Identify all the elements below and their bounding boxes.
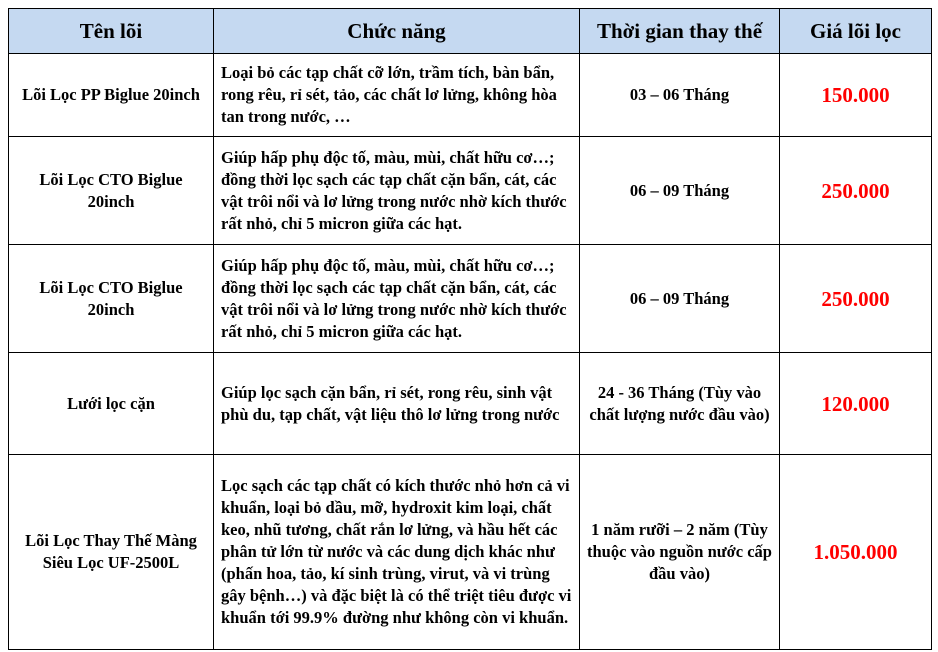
cell-replacement-time: 1 năm rưỡi – 2 năm (Tùy thuộc vào nguồn nước cấp đầu vào) [580, 455, 780, 650]
table-row [9, 353, 932, 455]
filter-price-table [8, 8, 932, 650]
cell-filter-name: Lõi Lọc Thay Thế Màng Siêu Lọc UF-2500L [9, 455, 214, 650]
cell-replacement-time: 24 - 36 Tháng (Tùy vào chất lượng nước đầu vào) [580, 353, 780, 455]
cell-replacement-time: 06 – 09 Tháng [580, 137, 780, 245]
cell-filter-name: Lõi Lọc CTO Biglue 20inch [9, 137, 214, 245]
cell-filter-name: Lõi Lọc CTO Biglue 20inch [9, 245, 214, 353]
table-row [9, 137, 932, 245]
cell-filter-name: Lõi Lọc PP Biglue 20inch [9, 54, 214, 137]
header-replacement-time: Thời gian thay thế [580, 9, 780, 54]
table-row [9, 245, 932, 353]
cell-price: 150.000 [780, 54, 932, 137]
table-row [9, 54, 932, 137]
cell-replacement-time: 03 – 06 Tháng [580, 54, 780, 137]
cell-function: Giúp hấp phụ độc tố, màu, mùi, chất hữu cơ…; đồng thời lọc sạch các tạp chất cặn bẩn, cát, các vật trôi nổi và lơ lửng trong nước nhờ kích thước rất nhỏ, chỉ 5 micron giữa các hạt. [214, 245, 580, 353]
cell-price: 1.050.000 [780, 455, 932, 650]
table-row [9, 455, 932, 650]
cell-price: 250.000 [780, 245, 932, 353]
cell-price: 250.000 [780, 137, 932, 245]
cell-filter-name: Lưới lọc cặn [9, 353, 214, 455]
cell-function: Loại bỏ các tạp chất cỡ lớn, trầm tích, bàn bẩn, rong rêu, rỉ sét, tảo, các chất lơ lửng, không hòa tan trong nước, … [214, 54, 580, 137]
header-name: Tên lõi [9, 9, 214, 54]
cell-replacement-time: 06 – 09 Tháng [580, 245, 780, 353]
header-price: Giá lõi lọc [780, 9, 932, 54]
cell-function: Giúp lọc sạch cặn bẩn, rỉ sét, rong rêu, sinh vật phù du, tạp chất, vật liệu thô lơ lửng trong nước [214, 353, 580, 455]
table-header-row [9, 9, 932, 54]
header-function: Chức năng [214, 9, 580, 54]
cell-function: Lọc sạch các tạp chất có kích thước nhỏ hơn cả vi khuẩn, loại bỏ dầu, mỡ, hydroxit kim loại, chất keo, nhũ tương, chất rắn lơ lửng, và hầu hết các phân tử lớn từ nước và các dung dịch khác như (phấn hoa, tảo, kí sinh trùng, virut, và vi trùng gây bệnh…) và đặc biệt là có thể triệt tiêu được vi khuẩn tới 99.9% đường như không còn vi khuẩn. [214, 455, 580, 650]
cell-price: 120.000 [780, 353, 932, 455]
cell-function: Giúp hấp phụ độc tố, màu, mùi, chất hữu cơ…; đồng thời lọc sạch các tạp chất cặn bẩn, cát, các vật trôi nổi và lơ lửng trong nước nhờ kích thước rất nhỏ, chỉ 5 micron giữa các hạt. [214, 137, 580, 245]
